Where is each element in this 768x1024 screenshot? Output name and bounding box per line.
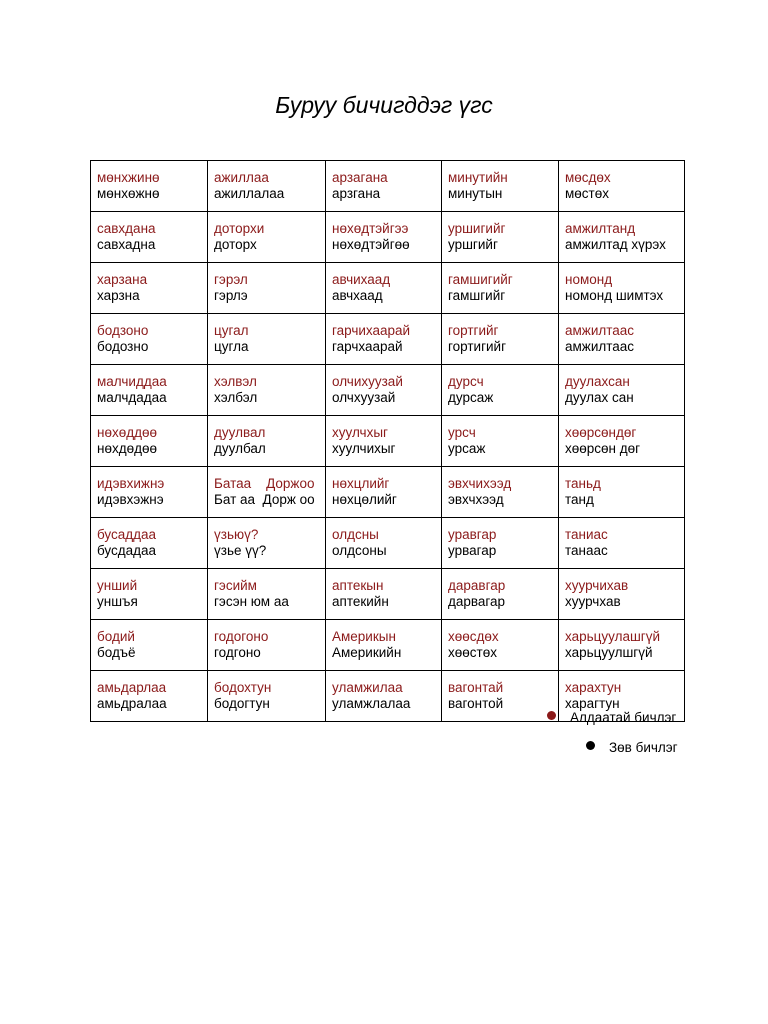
page-title: Буруу бичигддэг үгс xyxy=(275,92,493,118)
correct-spelling: бодъё xyxy=(97,645,136,660)
wrong-spelling: амжилтанд xyxy=(565,220,636,236)
word-cell xyxy=(91,416,208,467)
word-cell xyxy=(442,518,559,569)
correct-spelling: хэлбэл xyxy=(214,390,258,405)
correct-spelling: гарчхаарай xyxy=(332,339,403,354)
wrong-spelling: бодохтун xyxy=(214,679,272,695)
correct-spelling: мөстөх xyxy=(565,186,609,201)
correct-spelling: гамшгийг xyxy=(448,288,506,303)
word-cell xyxy=(559,569,685,620)
word-cell xyxy=(208,212,326,263)
correct-spelling: амжилтад хүрэх xyxy=(565,237,666,252)
correct-spelling: идэвхэжнэ xyxy=(97,492,164,507)
correct-spelling: харзна xyxy=(97,288,140,303)
word-cell xyxy=(326,467,442,518)
correct-spelling: мөнхөжнө xyxy=(97,186,160,201)
wrong-spelling: Америкын xyxy=(332,628,396,644)
correct-spelling: хөөрсөн дөг xyxy=(565,441,641,456)
wrong-spelling: олдсны xyxy=(332,526,379,542)
wrong-spelling: гэсийм xyxy=(214,577,257,593)
word-cell xyxy=(442,671,559,722)
wrong-spelling: хөөсдөх xyxy=(448,628,499,644)
wrong-spelling: дуулвал xyxy=(214,424,266,440)
wrong-spelling: уравгар xyxy=(448,526,497,542)
word-cell xyxy=(91,569,208,620)
wrong-spelling: үзьюү? xyxy=(214,526,259,542)
correct-spelling: уршгийг xyxy=(448,237,498,252)
correct-spelling: вагонтой xyxy=(448,696,504,711)
wrong-spelling: гарчихаарай xyxy=(332,322,411,338)
word-cell xyxy=(326,569,442,620)
correct-spelling: дуулбал xyxy=(214,441,266,456)
correct-spelling: дуулах сан xyxy=(565,390,634,405)
word-cell xyxy=(91,161,208,212)
wrong-spelling: номонд xyxy=(565,271,613,287)
word-cell xyxy=(208,467,326,518)
word-cell xyxy=(559,518,685,569)
legend-right-label: Зөв бичлэг xyxy=(609,740,678,755)
wrong-spelling: хуулчхыг xyxy=(332,424,388,440)
correct-spelling: дарвагар xyxy=(448,594,506,609)
word-cell xyxy=(91,263,208,314)
correct-spelling: эвхчхээд xyxy=(448,492,504,507)
word-cell xyxy=(442,467,559,518)
table-row xyxy=(91,212,685,263)
word-cell xyxy=(326,365,442,416)
wrong-spelling: хуурчихав xyxy=(565,577,629,593)
table-row xyxy=(91,161,685,212)
correct-spelling: хуулчихыг xyxy=(332,441,396,456)
correct-spelling: харьцуулшгүй xyxy=(565,645,653,660)
correct-spelling: номонд шимтэх xyxy=(565,288,664,303)
wrong-spelling: малчиддаа xyxy=(97,373,167,389)
wrong-spelling: мөнхжинө xyxy=(97,169,160,185)
wrong-spelling: гэрэл xyxy=(214,271,248,287)
word-cell xyxy=(559,416,685,467)
wrong-spelling: савхдана xyxy=(97,220,156,236)
word-cell xyxy=(208,161,326,212)
correct-spelling: гэсэн юм аа xyxy=(214,594,289,609)
wrong-spelling: гортгийг xyxy=(448,322,499,338)
word-cell xyxy=(326,620,442,671)
correct-spelling: урсаж xyxy=(448,441,486,456)
correct-spelling: савхадна xyxy=(97,237,156,252)
table-row xyxy=(91,467,685,518)
word-cell xyxy=(326,314,442,365)
legend-wrong xyxy=(547,710,676,725)
wrong-spelling: нөхцлийг xyxy=(332,475,390,491)
word-cell xyxy=(442,314,559,365)
table-row xyxy=(91,416,685,467)
correct-spelling: Америкийн xyxy=(332,645,402,660)
wrong-spelling: урсч xyxy=(448,424,476,440)
wrong-spelling: минутийн xyxy=(448,169,508,185)
word-cell xyxy=(208,416,326,467)
correct-spelling: гэрлэ xyxy=(214,288,248,303)
right-dot-icon xyxy=(586,741,595,750)
correct-spelling: малчдадаа xyxy=(97,390,167,405)
word-cell xyxy=(91,314,208,365)
word-cell xyxy=(559,314,685,365)
wrong-spelling: аптекын xyxy=(332,577,384,593)
word-table xyxy=(90,160,685,722)
correct-spelling: олдсоны xyxy=(332,543,387,558)
word-cell xyxy=(208,620,326,671)
word-cell xyxy=(559,620,685,671)
word-cell xyxy=(208,569,326,620)
correct-spelling: цугла xyxy=(214,339,249,354)
correct-spelling: гортигийг xyxy=(448,339,507,354)
table-row xyxy=(91,569,685,620)
correct-spelling: нөхдөдөө xyxy=(97,441,157,456)
wrong-spelling: нөхөддөө xyxy=(97,424,157,440)
word-cell xyxy=(91,212,208,263)
word-cell xyxy=(208,365,326,416)
word-cell xyxy=(208,671,326,722)
wrong-spelling: эвхчихээд xyxy=(448,475,512,491)
wrong-spelling: доторхи xyxy=(214,220,265,236)
correct-spelling: бусдадаа xyxy=(97,543,157,558)
wrong-spelling: амьдарлаа xyxy=(97,679,167,695)
correct-spelling: танд xyxy=(565,492,594,507)
wrong-spelling: годогоно xyxy=(214,628,269,644)
correct-spelling: доторх xyxy=(214,237,257,252)
legend-wrong-label: Алдаатай бичлэг xyxy=(570,710,677,725)
word-cell xyxy=(559,365,685,416)
wrong-spelling: бодий xyxy=(97,628,135,644)
correct-spelling: нөхцөлийг xyxy=(332,492,397,507)
word-cell xyxy=(559,212,685,263)
word-cell xyxy=(91,518,208,569)
word-cell xyxy=(91,365,208,416)
correct-spelling: авчхаад xyxy=(332,288,383,303)
word-cell xyxy=(442,212,559,263)
correct-spelling: урвагар xyxy=(448,543,497,558)
wrong-spelling: идэвхижнэ xyxy=(97,475,165,491)
word-cell xyxy=(326,161,442,212)
table-row xyxy=(91,263,685,314)
word-cell xyxy=(326,263,442,314)
wrong-spelling: харзана xyxy=(97,271,148,287)
wrong-spelling: ажиллаа xyxy=(214,169,269,185)
word-cell xyxy=(559,161,685,212)
correct-spelling: уламжлалаа xyxy=(332,696,411,711)
word-cell xyxy=(91,467,208,518)
correct-spelling: танаас xyxy=(565,543,608,558)
word-cell xyxy=(442,569,559,620)
word-cell xyxy=(326,671,442,722)
wrong-spelling: хэлвэл xyxy=(214,373,257,389)
word-cell xyxy=(91,620,208,671)
wrong-spelling: харахтун xyxy=(565,679,622,695)
word-cell xyxy=(559,467,685,518)
correct-spelling: ажиллалаа xyxy=(214,186,285,201)
correct-spelling: арзгана xyxy=(332,186,381,201)
wrong-spelling: олчихуузай xyxy=(332,373,403,389)
table-row xyxy=(91,365,685,416)
word-cell xyxy=(442,365,559,416)
word-cell xyxy=(91,671,208,722)
word-cell xyxy=(326,518,442,569)
wrong-spelling: таниас xyxy=(565,526,608,542)
correct-spelling: хөөстөх xyxy=(448,645,497,660)
wrong-spelling: унший xyxy=(97,577,138,593)
table-row xyxy=(91,518,685,569)
wrong-spelling: авчихаад xyxy=(332,271,391,287)
wrong-spelling: дурсч xyxy=(448,373,484,389)
correct-spelling: дурсаж xyxy=(448,390,494,405)
correct-spelling: уншъя xyxy=(97,594,138,609)
wrong-spelling: нөхөдтэйгээ xyxy=(332,220,409,236)
word-cell xyxy=(326,416,442,467)
wrong-spelling: таньд xyxy=(565,475,601,491)
wrong-spelling: цугал xyxy=(214,322,249,338)
correct-spelling: бодозно xyxy=(97,339,149,354)
word-cell xyxy=(442,161,559,212)
correct-spelling: минутын xyxy=(448,186,503,201)
wrong-spelling: гамшигийг xyxy=(448,271,513,287)
wrong-spelling: бусаддаа xyxy=(97,526,157,542)
word-cell xyxy=(208,314,326,365)
wrong-spelling: вагонтай xyxy=(448,679,504,695)
legend-right xyxy=(586,740,678,755)
correct-spelling: нөхөдтэйгөө xyxy=(332,237,410,252)
correct-spelling: Бат аа Дорж оо xyxy=(214,492,315,507)
word-cell xyxy=(559,263,685,314)
table-row xyxy=(91,620,685,671)
wrong-spelling: мөсдөх xyxy=(565,169,611,185)
correct-spelling: амжилтаас xyxy=(565,339,635,354)
word-cell xyxy=(442,620,559,671)
wrong-spelling: амжилтаас xyxy=(565,322,635,338)
correct-spelling: харагтун xyxy=(565,696,620,711)
correct-spelling: хуурчхав xyxy=(565,594,621,609)
correct-spelling: олчхуузай xyxy=(332,390,396,405)
wrong-spelling: бодзоно xyxy=(97,322,149,338)
wrong-spelling: Батаа Доржоо xyxy=(214,475,315,491)
correct-spelling: аптекийн xyxy=(332,594,389,609)
wrong-spelling: даравгар xyxy=(448,577,506,593)
correct-spelling: үзье үү? xyxy=(214,543,267,558)
correct-spelling: годгоно xyxy=(214,645,261,660)
word-cell xyxy=(442,263,559,314)
wrong-dot-icon xyxy=(547,711,556,720)
wrong-spelling: дуулахсан xyxy=(565,373,630,389)
wrong-spelling: уламжилаа xyxy=(332,679,403,695)
wrong-spelling: арзагана xyxy=(332,169,388,185)
wrong-spelling: харьцуулашгүй xyxy=(565,628,661,644)
wrong-spelling: уршигийг xyxy=(448,220,506,236)
word-cell xyxy=(208,518,326,569)
word-cell xyxy=(208,263,326,314)
word-cell xyxy=(442,416,559,467)
wrong-spelling: хөөрсөндөг xyxy=(565,424,637,440)
word-cell xyxy=(326,212,442,263)
correct-spelling: амьдралаа xyxy=(97,696,167,711)
table-row xyxy=(91,314,685,365)
correct-spelling: бодогтун xyxy=(214,696,270,711)
